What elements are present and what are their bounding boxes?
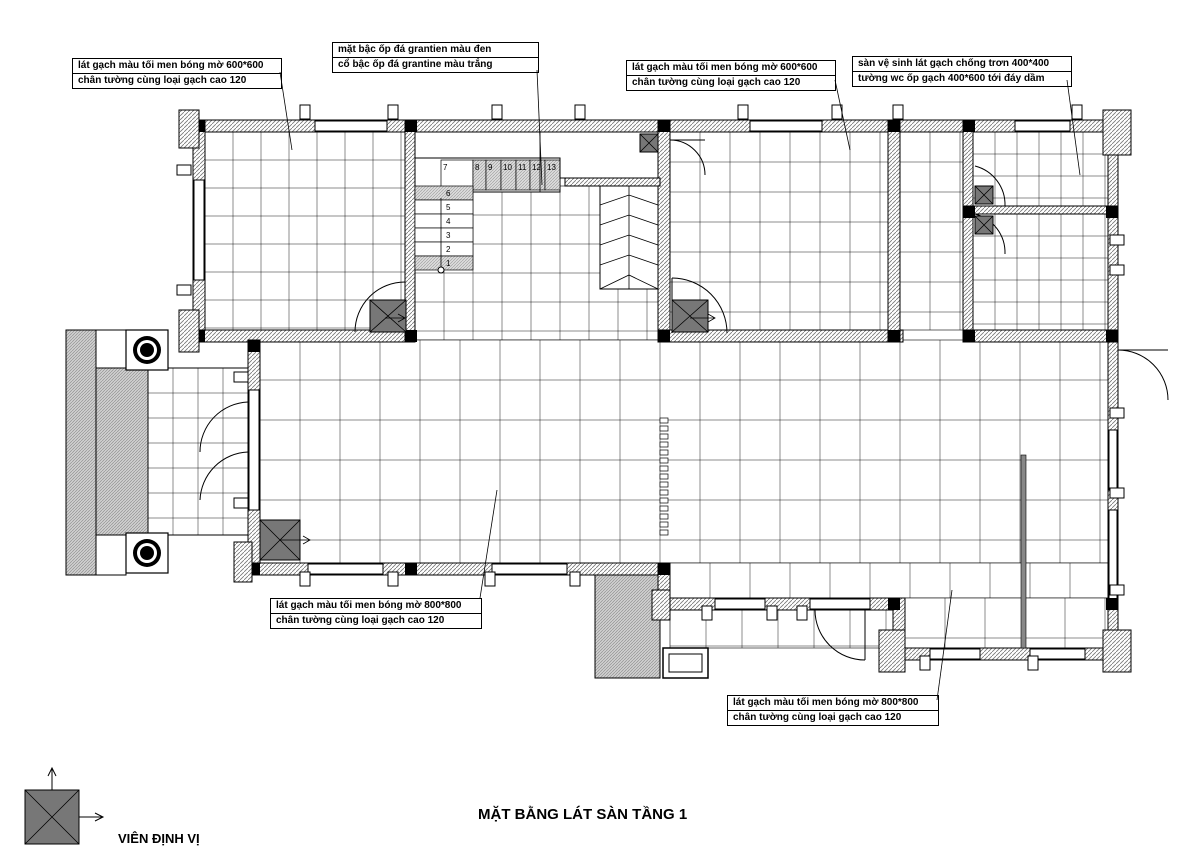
sill-mark <box>575 105 585 119</box>
sill-mark <box>234 372 248 382</box>
note-line: lát gạch màu tối men bóng mờ 600*600 <box>73 59 281 74</box>
beam-dash <box>660 426 668 431</box>
note-line: chân tường cùng loại gạch cao 120 <box>627 76 835 91</box>
sill-mark <box>702 606 712 620</box>
step-number: 6 <box>446 189 451 198</box>
step-number: 10 <box>503 163 512 172</box>
sill-mark <box>893 105 903 119</box>
column <box>888 598 900 610</box>
stair-tread <box>415 200 473 214</box>
sill-mark <box>1072 105 1082 119</box>
note-stairs <box>332 42 539 73</box>
column <box>405 120 417 132</box>
sill-mark <box>738 105 748 119</box>
beam-dash <box>660 458 668 463</box>
column <box>963 206 975 218</box>
beam-dash <box>660 418 668 423</box>
tile-area <box>900 132 963 330</box>
sill-mark <box>177 285 191 295</box>
beam-dash <box>660 506 668 511</box>
note-line: lát gạch màu tối men bóng mờ 800*800 <box>728 696 938 711</box>
step-number: 5 <box>446 203 451 212</box>
column <box>658 120 670 132</box>
sill-mark <box>1028 656 1038 670</box>
column <box>658 563 670 575</box>
column <box>405 330 417 342</box>
step-number: 8 <box>475 163 480 172</box>
sill-mark <box>300 105 310 119</box>
note-bedroom-left <box>72 58 282 89</box>
step-number: 9 <box>488 163 493 172</box>
column <box>405 563 417 575</box>
column <box>963 120 975 132</box>
sill-mark <box>570 572 580 586</box>
column <box>888 330 900 342</box>
note-line: sàn vệ sinh lát gạch chống trơn 400*400 <box>853 57 1071 72</box>
sill-mark <box>485 572 495 586</box>
column <box>1106 598 1118 610</box>
step-number: 13 <box>547 163 556 172</box>
beam-dash <box>660 498 668 503</box>
sill-mark <box>1110 488 1124 498</box>
sill-mark <box>1110 235 1124 245</box>
note-bedroom-right <box>626 60 836 91</box>
note-line: chân tường cùng loại gạch cao 120 <box>728 711 938 726</box>
column <box>1106 330 1118 342</box>
sill-mark <box>1110 265 1124 275</box>
column <box>248 340 260 352</box>
sill-mark <box>1110 408 1124 418</box>
sill-mark <box>492 105 502 119</box>
stair-tread <box>415 228 473 242</box>
note-line: cổ bậc ốp đá grantine màu trắng <box>333 58 538 73</box>
note-wc <box>852 56 1072 87</box>
stair-tread <box>415 186 473 200</box>
note-line: mặt bậc ốp đá grantien màu đen <box>333 43 538 58</box>
column <box>888 120 900 132</box>
beam-dash <box>660 490 668 495</box>
sill-mark <box>920 656 930 670</box>
sill-mark <box>767 606 777 620</box>
beam-dash <box>660 474 668 479</box>
step-number: 1 <box>446 259 451 268</box>
step-number: 12 <box>532 163 541 172</box>
note-line: chân tường cùng loại gạch cao 120 <box>73 74 281 89</box>
column <box>963 330 975 342</box>
note-line: lát gạch màu tối men bóng mờ 800*800 <box>271 599 481 614</box>
step-number: 3 <box>446 231 451 240</box>
beam-dash <box>660 450 668 455</box>
beam-dash <box>660 530 668 535</box>
beam-dash <box>660 442 668 447</box>
column <box>658 330 670 342</box>
legend-locator-symbol <box>25 768 103 844</box>
beam-dash <box>660 434 668 439</box>
stair-tread <box>415 214 473 228</box>
beam-markers <box>660 418 668 535</box>
stair-tread <box>415 242 473 256</box>
step-number: 7 <box>443 163 448 172</box>
step-number: 2 <box>446 245 451 254</box>
sill-mark <box>234 498 248 508</box>
step-number: 11 <box>518 163 527 172</box>
beam-dash <box>660 514 668 519</box>
sill-mark <box>388 105 398 119</box>
tile-area <box>260 340 1108 563</box>
sill-mark <box>177 165 191 175</box>
sill-mark <box>1110 585 1124 595</box>
note-line: lát gạch màu tối men bóng mờ 600*600 <box>627 61 835 76</box>
column <box>1106 206 1118 218</box>
tile-area <box>670 563 1108 598</box>
beam-dash <box>660 482 668 487</box>
note-line: tường wc ốp gạch 400*600 tới đáy dầm <box>853 72 1071 87</box>
legend-label: VIÊN ĐỊNH VỊ <box>118 831 200 846</box>
sill-mark <box>797 606 807 620</box>
drawing-title: MẶT BẰNG LÁT SÀN TẦNG 1 <box>478 806 688 823</box>
tile-area <box>905 598 1108 648</box>
step-number: 4 <box>446 217 451 226</box>
beam-dash <box>660 466 668 471</box>
note-line: chân tường cùng loại gạch cao 120 <box>271 614 481 629</box>
sill-mark <box>388 572 398 586</box>
sill-mark <box>300 572 310 586</box>
partition-line <box>1021 455 1026 648</box>
beam-dash <box>660 522 668 527</box>
stair-tread <box>415 256 473 270</box>
note-kitchen <box>727 695 939 726</box>
note-living <box>270 598 482 629</box>
